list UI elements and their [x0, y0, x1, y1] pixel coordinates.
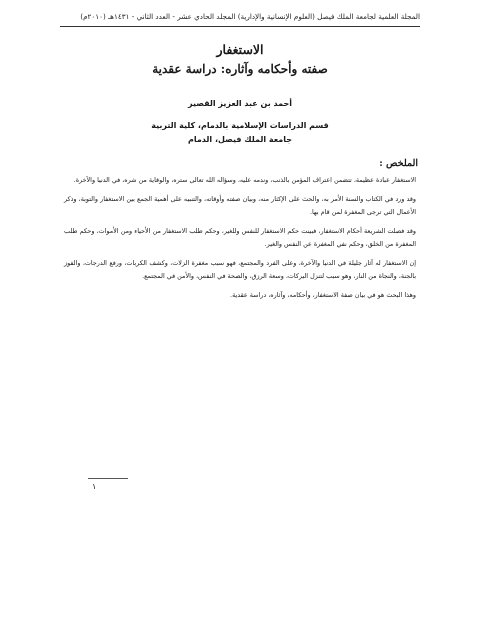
abstract-paragraph: وقد فصلت الشريعة أحكام الاستغفار، فبينت حكم الاستغفار للنفس وللغير، وحكم طلب الاستغفار من الأحياء ومن الأموات، وحكم طلب المغفرة من الخلق، وحكم نفي المغفرة عن النفس والغير. [64, 227, 416, 248]
header-divider [60, 26, 420, 27]
abstract-paragraph: الاستغفار عبادة عظيمة، تتضمن اعتراف المؤمن بالذنب، وندمه عليه، وسؤاله الله تعالى ستره، والوقاية من شره، في الدنيا والآخرة. [73, 176, 416, 184]
abstract-body [64, 174, 416, 308]
author-block [140, 97, 340, 147]
author-university: جامعة الملك فيصل، الدمام [187, 135, 293, 144]
abstract-heading: الملخص : [379, 158, 418, 169]
title-block [60, 42, 420, 78]
author-department: قسم الدراسات الإسلامية بالدمام، كلية التربية [151, 121, 329, 130]
paper-subtitle: صفته وأحكامه وآثاره: دراسة عقدية [152, 62, 328, 76]
abstract-paragraph: إن الاستغفار له آثار جليلة في الدنيا والآخرة، وعلى الفرد والمجتمع، فهو سبب مغفرة الزلات، وكشف الكربات، ورفع الدرجات، والفوز بالجنة، والنجاة من النار، وهو سبب لتنزل البركات، وسعة الرزق، والصحة في النفس، والأمن في المجتمع. [64, 259, 416, 280]
footer-divider [88, 478, 128, 479]
running-header: المجلة العلمية لجامعة الملك فيصل (العلوم الإنسانية والإدارية) المجلد الحادي عشر - العدد الثاني - ١٤٣١هـ (٢٠١٠م) [80, 12, 420, 21]
abstract-paragraph: وقد ورد في الكتاب والسنة الأمر به، والحث على الإكثار منه، وبيان صفته وأوقاته، والتنبيه على أهمية الجمع بين الاستغفار والتوبة، وذكر الأعمال التي ترجى المغفرة لمن قام بها. [64, 195, 416, 216]
abstract-paragraph: وهذا البحث هو في بيان صفة الاستغفار، وأحكامه، وآثاره، دراسة عقدية. [230, 291, 416, 299]
author-name: أحمد بن عبد العزيز القصير [187, 99, 293, 108]
paper-title: الاستغفار [216, 42, 264, 57]
page-number: ١ [92, 482, 97, 491]
